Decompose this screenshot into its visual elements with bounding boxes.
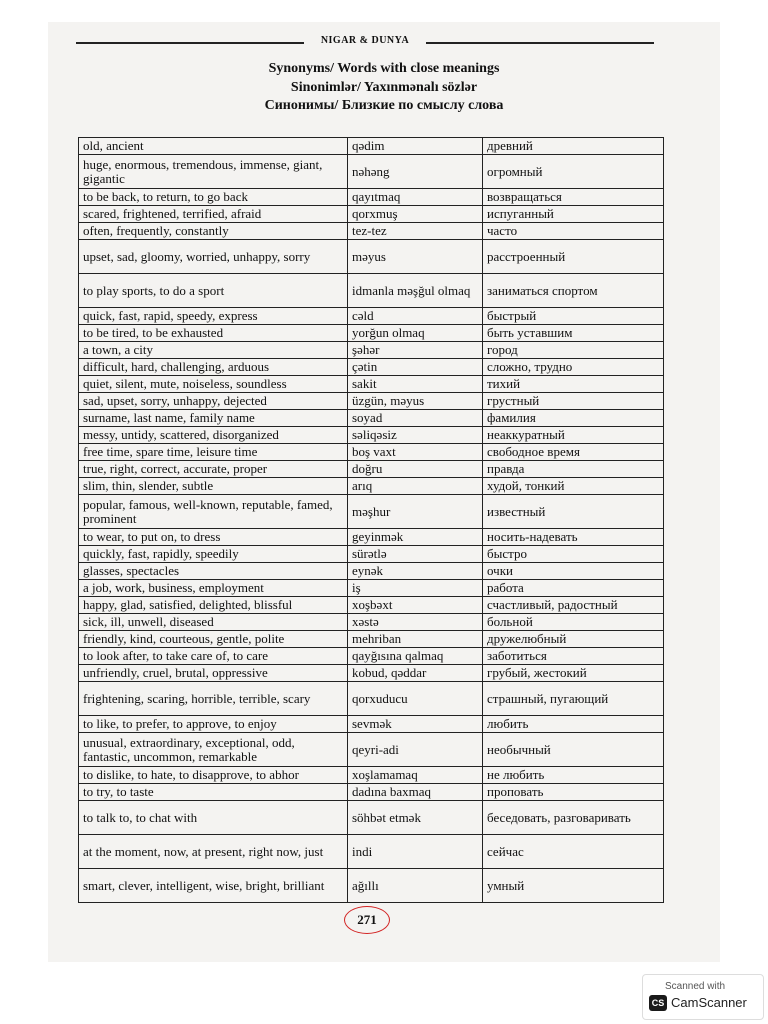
russian-cell: неаккуратный (483, 427, 664, 444)
table-row (79, 189, 664, 206)
azerbaijani-cell: qayıtmaq (348, 189, 483, 206)
russian-cell: сложно, трудно (483, 359, 664, 376)
table-row (79, 342, 664, 359)
watermark-label: Scanned with (665, 981, 726, 992)
table-row (79, 393, 664, 410)
english-cell: messy, untidy, scattered, disorganized (79, 427, 348, 444)
russian-cell: очки (483, 563, 664, 580)
russian-cell: правда (483, 461, 664, 478)
english-cell: surname, last name, family name (79, 410, 348, 427)
azerbaijani-cell: qorxmuş (348, 206, 483, 223)
azerbaijani-cell: ağıllı (348, 869, 483, 903)
table-row (79, 240, 664, 274)
english-cell: a town, a city (79, 342, 348, 359)
russian-cell: беседовать, разговаривать (483, 801, 664, 835)
english-cell: popular, famous, well-known, reputable, famed, prominent (79, 495, 348, 529)
russian-cell: грустный (483, 393, 664, 410)
english-cell: smart, clever, intelligent, wise, bright, brilliant (79, 869, 348, 903)
table-row (79, 410, 664, 427)
azerbaijani-cell: şəhər (348, 342, 483, 359)
russian-cell: тихий (483, 376, 664, 393)
russian-cell: больной (483, 614, 664, 631)
table-row (79, 206, 664, 223)
russian-cell: быть уставшим (483, 325, 664, 342)
table-row (79, 376, 664, 393)
azerbaijani-cell: dadına baxmaq (348, 784, 483, 801)
russian-cell: носить-надевать (483, 529, 664, 546)
table-row (79, 308, 664, 325)
azerbaijani-cell: qeyri-adi (348, 733, 483, 767)
azerbaijani-cell: məşhur (348, 495, 483, 529)
page-number: 271 (344, 906, 390, 934)
english-cell: to dislike, to hate, to disapprove, to abhor (79, 767, 348, 784)
azerbaijani-cell: kobud, qəddar (348, 665, 483, 682)
russian-cell: быстро (483, 546, 664, 563)
russian-cell: город (483, 342, 664, 359)
english-cell: at the moment, now, at present, right now, just (79, 835, 348, 869)
table-row (79, 801, 664, 835)
russian-cell: проповать (483, 784, 664, 801)
english-cell: frightening, scaring, horrible, terrible, scary (79, 682, 348, 716)
russian-cell: счастливый, радостный (483, 597, 664, 614)
russian-cell: умный (483, 869, 664, 903)
azerbaijani-cell: geyinmək (348, 529, 483, 546)
azerbaijani-cell: indi (348, 835, 483, 869)
azerbaijani-cell: yorğun olmaq (348, 325, 483, 342)
table-row (79, 631, 664, 648)
english-cell: huge, enormous, tremendous, immense, giant, gigantic (79, 155, 348, 189)
english-cell: to wear, to put on, to dress (79, 529, 348, 546)
english-cell: unfriendly, cruel, brutal, oppressive (79, 665, 348, 682)
azerbaijani-cell: çətin (348, 359, 483, 376)
english-cell: slim, thin, slender, subtle (79, 478, 348, 495)
table-row (79, 580, 664, 597)
azerbaijani-cell: sevmək (348, 716, 483, 733)
russian-cell: древний (483, 138, 664, 155)
english-cell: to like, to prefer, to approve, to enjoy (79, 716, 348, 733)
english-cell: glasses, spectacles (79, 563, 348, 580)
table-row (79, 869, 664, 903)
russian-cell: не любить (483, 767, 664, 784)
table-row (79, 138, 664, 155)
azerbaijani-cell: sakit (348, 376, 483, 393)
azerbaijani-cell: mehriban (348, 631, 483, 648)
table-row (79, 223, 664, 240)
azerbaijani-cell: səliqəsiz (348, 427, 483, 444)
title-english: Synonyms/ Words with close meanings (268, 61, 500, 76)
azerbaijani-cell: qədim (348, 138, 483, 155)
azerbaijani-cell: sürətlə (348, 546, 483, 563)
russian-cell: страшный, пугающий (483, 682, 664, 716)
russian-cell: огромный (483, 155, 664, 189)
watermark-brand: CamScanner (671, 995, 747, 1010)
azerbaijani-cell: boş vaxt (348, 444, 483, 461)
azerbaijani-cell: nəhəng (348, 155, 483, 189)
table-row (79, 614, 664, 631)
russian-cell: расстроенный (483, 240, 664, 274)
russian-cell: худой, тонкий (483, 478, 664, 495)
camscanner-watermark (642, 974, 764, 1020)
azerbaijani-cell: məyus (348, 240, 483, 274)
azerbaijani-cell: qorxuducu (348, 682, 483, 716)
azerbaijani-cell: söhbət etmək (348, 801, 483, 835)
russian-cell: заботиться (483, 648, 664, 665)
table-row (79, 478, 664, 495)
english-cell: happy, glad, satisfied, delighted, blissful (79, 597, 348, 614)
table-row (79, 444, 664, 461)
english-cell: difficult, hard, challenging, arduous (79, 359, 348, 376)
english-cell: to be tired, to be exhausted (79, 325, 348, 342)
table-row (79, 495, 664, 529)
azerbaijani-cell: doğru (348, 461, 483, 478)
english-cell: sick, ill, unwell, diseased (79, 614, 348, 631)
azerbaijani-cell: eynək (348, 563, 483, 580)
english-cell: free time, spare time, leisure time (79, 444, 348, 461)
table-row (79, 767, 664, 784)
table-row (79, 155, 664, 189)
english-cell: to be back, to return, to go back (79, 189, 348, 206)
table-row (79, 529, 664, 546)
header-rule-left (76, 42, 304, 44)
russian-cell: возвращаться (483, 189, 664, 206)
title-russian: Синонимы/ Близкие по смыслу слова (264, 98, 504, 113)
azerbaijani-cell: iş (348, 580, 483, 597)
table-row (79, 682, 664, 716)
azerbaijani-cell: tez-tez (348, 223, 483, 240)
azerbaijani-cell: üzgün, məyus (348, 393, 483, 410)
english-cell: scared, frightened, terrified, afraid (79, 206, 348, 223)
english-cell: a job, work, business, employment (79, 580, 348, 597)
english-cell: quiet, silent, mute, noiseless, soundless (79, 376, 348, 393)
russian-cell: свободное время (483, 444, 664, 461)
russian-cell: часто (483, 223, 664, 240)
azerbaijani-cell: soyad (348, 410, 483, 427)
table-row (79, 359, 664, 376)
table-row (79, 427, 664, 444)
english-cell: to look after, to take care of, to care (79, 648, 348, 665)
russian-cell: любить (483, 716, 664, 733)
russian-cell: заниматься спортом (483, 274, 664, 308)
russian-cell: грубый, жестокий (483, 665, 664, 682)
running-head: NIGAR & DUNYA (320, 35, 410, 46)
english-cell: true, right, correct, accurate, proper (79, 461, 348, 478)
russian-cell: испуганный (483, 206, 664, 223)
table-row (79, 716, 664, 733)
table-row (79, 648, 664, 665)
table-row (79, 784, 664, 801)
header-rule-right (426, 42, 654, 44)
english-cell: old, ancient (79, 138, 348, 155)
russian-cell: быстрый (483, 308, 664, 325)
table-row (79, 546, 664, 563)
synonyms-table (78, 137, 664, 903)
azerbaijani-cell: xəstə (348, 614, 483, 631)
russian-cell: фамилия (483, 410, 664, 427)
russian-cell: сейчас (483, 835, 664, 869)
azerbaijani-cell: idmanla məşğul olmaq (348, 274, 483, 308)
azerbaijani-cell: cəld (348, 308, 483, 325)
english-cell: to talk to, to chat with (79, 801, 348, 835)
camscanner-logo-icon: CS (649, 995, 667, 1011)
english-cell: unusual, extraordinary, exceptional, odd, fantastic, uncommon, remarkable (79, 733, 348, 767)
russian-cell: работа (483, 580, 664, 597)
table-row (79, 461, 664, 478)
russian-cell: известный (483, 495, 664, 529)
english-cell: quickly, fast, rapidly, speedily (79, 546, 348, 563)
table-row (79, 325, 664, 342)
table-row (79, 835, 664, 869)
azerbaijani-cell: xoşlamamaq (348, 767, 483, 784)
russian-cell: необычный (483, 733, 664, 767)
title-azerbaijani: Sinonimlər/ Yaxınmənalı sözlər (290, 80, 478, 95)
english-cell: quick, fast, rapid, speedy, express (79, 308, 348, 325)
table-row (79, 274, 664, 308)
english-cell: upset, sad, gloomy, worried, unhappy, sorry (79, 240, 348, 274)
azerbaijani-cell: arıq (348, 478, 483, 495)
table-row (79, 563, 664, 580)
english-cell: friendly, kind, courteous, gentle, polite (79, 631, 348, 648)
table-row (79, 665, 664, 682)
russian-cell: дружелюбный (483, 631, 664, 648)
english-cell: to try, to taste (79, 784, 348, 801)
table-row (79, 733, 664, 767)
english-cell: often, frequently, constantly (79, 223, 348, 240)
azerbaijani-cell: xoşbəxt (348, 597, 483, 614)
table-row (79, 597, 664, 614)
english-cell: to play sports, to do a sport (79, 274, 348, 308)
azerbaijani-cell: qayğısına qalmaq (348, 648, 483, 665)
english-cell: sad, upset, sorry, unhappy, dejected (79, 393, 348, 410)
